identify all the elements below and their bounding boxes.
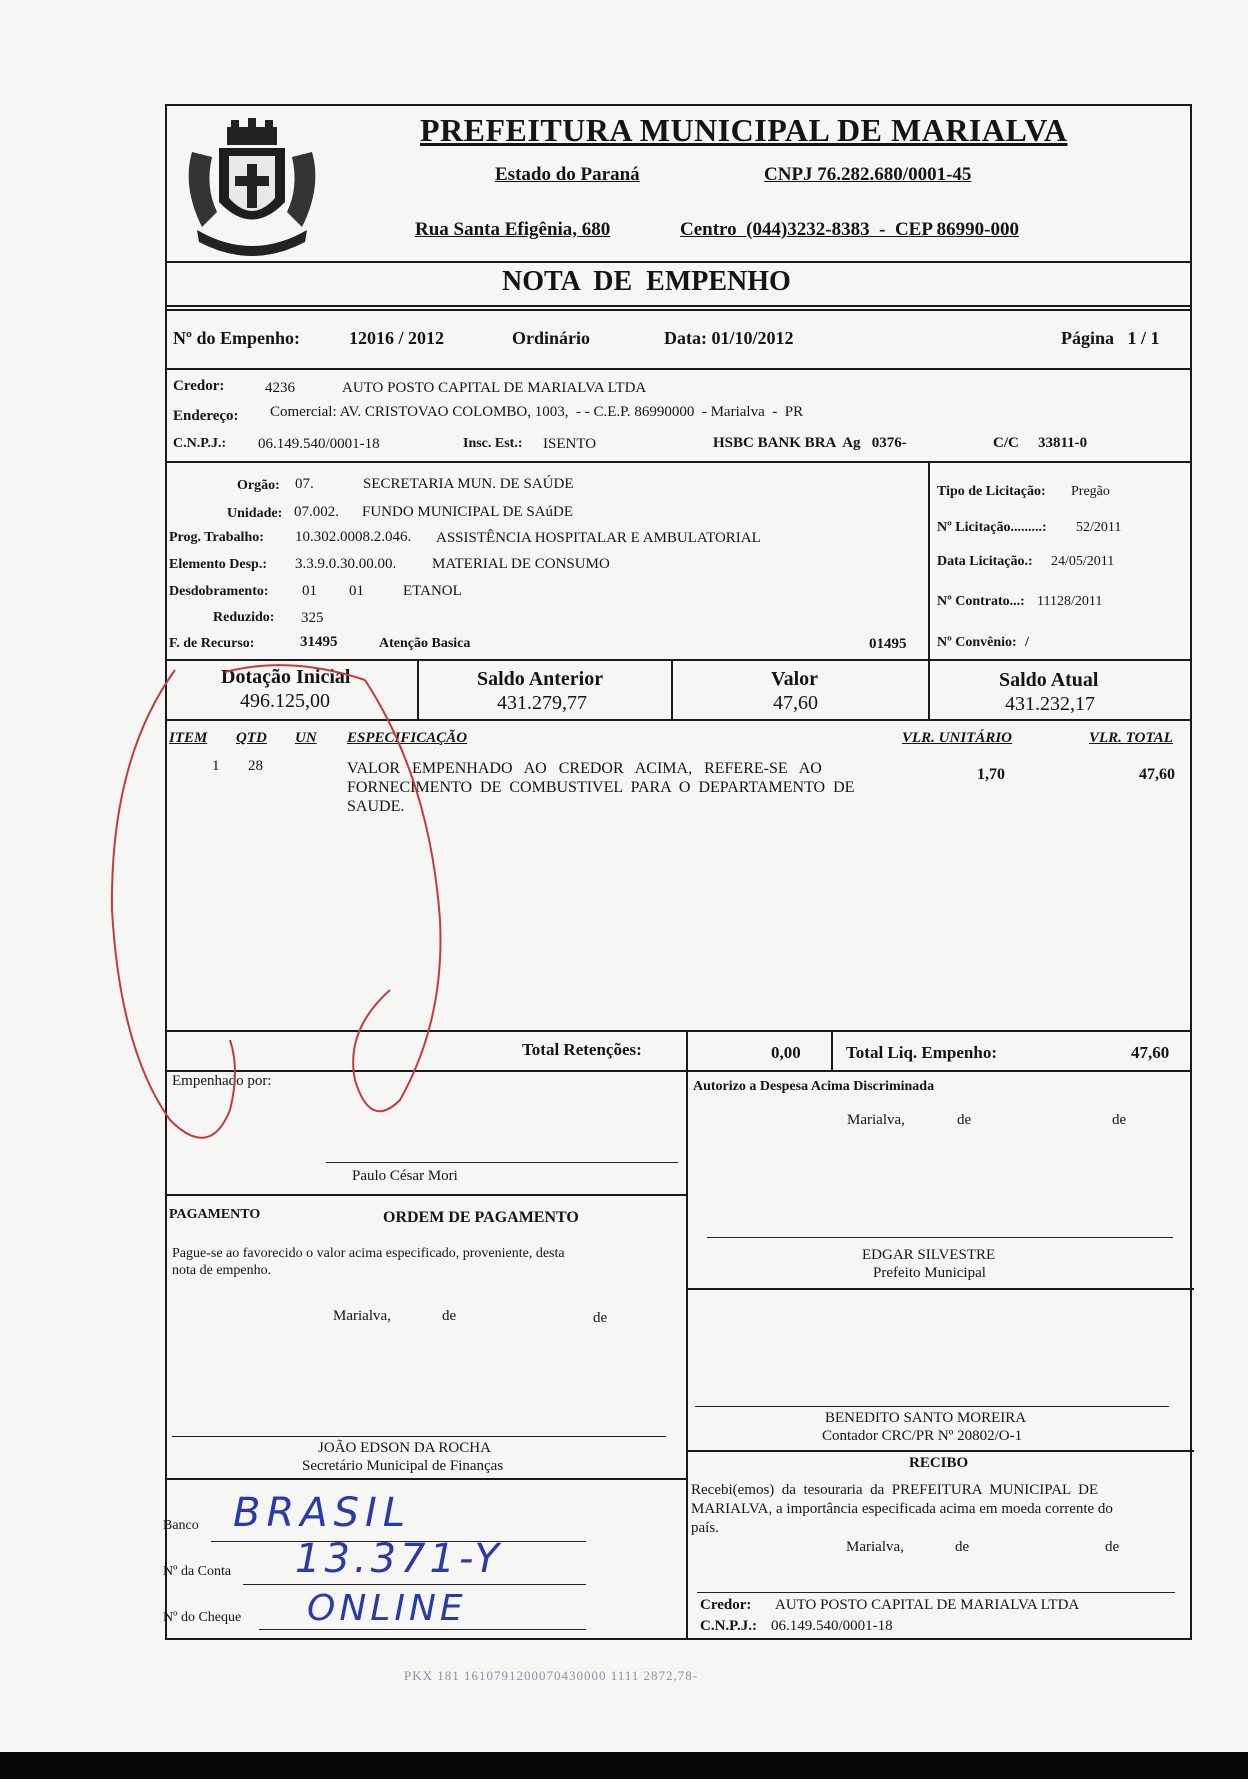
pagamento-de-2: de (593, 1310, 608, 1326)
tipo-licitacao: Pregão (1071, 484, 1110, 499)
unidade-label: Unidade: (227, 506, 283, 521)
ordem-pagamento-title: ORDEM DE PAGAMENTO (383, 1209, 579, 1226)
saldo-atual-value: 431.232,17 (1005, 693, 1095, 715)
municipality-contact: Centro (044)3232-8383 - CEP 86990-000 (680, 219, 1019, 240)
item-spec-line-1: VALOR EMPENHADO AO CREDOR ACIMA, REFERE-SE AO (347, 760, 822, 777)
unidade-name: FUNDO MUNICIPAL DE SAúDE (362, 504, 573, 520)
prog-trabalho-code: 10.302.0008.2.046. (295, 529, 412, 545)
empenhado-por-name: Paulo César Mori (352, 1168, 458, 1184)
desdobramento-b: 01 (349, 583, 364, 599)
page-number: Página 1 / 1 (1061, 328, 1160, 348)
recibo-title: RECIBO (909, 1455, 969, 1471)
recibo-de-1: de (955, 1539, 970, 1555)
banco-label: Banco (163, 1518, 199, 1533)
municipal-coat-of-arms (177, 112, 327, 262)
document-title: NOTA DE EMPENHO (502, 266, 791, 297)
banco-handwritten: BRASIL (233, 1490, 412, 1536)
desdobramento-label: Desdobramento: (169, 584, 269, 599)
address-label: Endereço: (173, 408, 239, 424)
contrato-label: Nº Contrato...: (937, 594, 1025, 609)
red-pen-annotation (100, 660, 460, 1180)
valor-label: Valor (771, 668, 819, 690)
liquido-label: Total Liq. Empenho: (846, 1043, 997, 1062)
unidade-code: 07.002. (294, 504, 339, 520)
autorizo-label: Autorizo a Despesa Acima Discriminada (693, 1079, 935, 1094)
prog-trabalho-name: ASSISTÊNCIA HOSPITALAR E AMBULATORIAL (436, 530, 761, 546)
insc-est: ISENTO (543, 436, 597, 452)
prefeito-role: Prefeito Municipal (873, 1265, 986, 1281)
orgao-label: Orgão: (237, 478, 280, 493)
scan-bottom-border (0, 1752, 1248, 1779)
reduzido-value: 325 (301, 610, 324, 626)
recibo-text-line-1: Recebi(emos) da tesouraria da PREFEITURA MUNICIPAL DE (691, 1482, 1099, 1498)
elemento-code: 3.3.9.0.30.00.00. (295, 556, 397, 572)
municipality-address: Rua Santa Efigênia, 680 (415, 219, 611, 240)
recibo-credor-name: AUTO POSTO CAPITAL DE MARIALVA LTDA (775, 1597, 1080, 1613)
footer-code: PKX 181 1610791200070430000 1111 2872,78- (404, 1668, 699, 1683)
column-especificacao: ESPECIFICAÇÃO (347, 730, 468, 746)
empenho-number-label: Nº do Empenho: (173, 328, 300, 348)
saldo-atual-label: Saldo Atual (999, 669, 1099, 691)
tipo-licitacao-label: Tipo de Licitação: (937, 484, 1046, 499)
contador-name: BENEDITO SANTO MOREIRA (825, 1410, 1027, 1426)
convenio-value: / (1025, 635, 1029, 650)
recurso-code: 31495 (300, 634, 338, 650)
recibo-place: Marialva, (846, 1539, 904, 1555)
credor-bank: HSBC BANK BRA Ag 0376- (713, 435, 907, 451)
item-spec-line-2: FORNECIMENTO DE COMBUSTIVEL PARA O DEPARTAMENTO DE (347, 779, 855, 796)
municipality-cnpj: CNPJ 76.282.680/0001-45 (764, 164, 972, 185)
recibo-text-line-3: país. (691, 1520, 719, 1536)
cc-number: 33811-0 (1038, 435, 1088, 451)
secretary-role: Secretário Municipal de Finanças (302, 1458, 504, 1474)
recibo-text-line-2: MARIALVA, a importância especificada acima em moeda corrente do (691, 1501, 1113, 1517)
empenho-number: 12016 / 2012 (349, 328, 445, 348)
column-un: UN (295, 730, 317, 746)
recibo-de-2: de (1105, 1539, 1120, 1555)
licitacao-number-label: Nº Licitação.........: (937, 520, 1047, 535)
insc-est-label: Insc. Est.: (463, 436, 523, 451)
recurso-label: F. de Recurso: (169, 636, 255, 651)
contrato-number: 11128/2011 (1037, 594, 1103, 609)
orgao-code: 07. (295, 476, 314, 492)
item-number: 1 (212, 758, 220, 774)
conta-handwritten: 13.371-Y (295, 1536, 503, 1582)
item-qtd: 28 (248, 758, 263, 774)
pagamento-text-line-1: Pague-se ao favorecido o valor acima especificado, proveniente, desta (172, 1246, 565, 1261)
orgao-name: SECRETARIA MUN. DE SAÚDE (363, 476, 574, 492)
item-total-price: 47,60 (1139, 766, 1175, 783)
empenhado-por-label: Empenhado por: (172, 1073, 272, 1089)
desdobramento-a: 01 (302, 583, 317, 599)
autorizo-de-1: de (957, 1112, 972, 1128)
licitacao-date-label: Data Licitação.: (937, 554, 1033, 569)
saldo-anterior-label: Saldo Anterior (477, 668, 604, 690)
municipality-title: PREFEITURA MUNICIPAL DE MARIALVA (420, 112, 1068, 148)
dotacao-label: Dotação Inicial (221, 666, 351, 688)
desdobramento-name: ETANOL (403, 583, 462, 599)
credor-name: AUTO POSTO CAPITAL DE MARIALVA LTDA (342, 380, 647, 396)
secretary-name: JOÃO EDSON DA ROCHA (318, 1440, 491, 1456)
item-unit-price: 1,70 (977, 766, 1005, 783)
column-vlr-total: VLR. TOTAL (1089, 730, 1173, 746)
credor-code: 4236 (265, 380, 295, 396)
valor-value: 47,60 (773, 692, 818, 714)
credor-cnpj-label: C.N.P.J.: (173, 436, 227, 451)
convenio-label: Nº Convênio: (937, 635, 1017, 650)
licitacao-date: 24/05/2011 (1051, 554, 1115, 569)
pagamento-text-line-2: nota de empenho. (172, 1263, 272, 1278)
recurso-name: Atenção Basica (379, 636, 471, 651)
licitacao-number: 52/2011 (1076, 520, 1122, 535)
column-vlr-unitario: VLR. UNITÁRIO (902, 730, 1013, 746)
state-name: Estado do Paraná (495, 164, 640, 185)
elemento-label: Elemento Desp.: (169, 557, 267, 572)
recibo-cnpj-label: C.N.P.J.: (700, 1618, 757, 1634)
recibo-cnpj: 06.149.540/0001-18 (771, 1618, 893, 1634)
column-qtd: QTD (236, 730, 267, 746)
empenho-type: Ordinário (512, 328, 591, 348)
elemento-name: MATERIAL DE CONSUMO (432, 556, 610, 572)
pagamento-place: Marialva, (333, 1308, 391, 1324)
contador-role: Contador CRC/PR Nº 20802/O-1 (822, 1428, 1023, 1444)
pagamento-label: PAGAMENTO (169, 1207, 261, 1222)
retencoes-label: Total Retenções: (522, 1040, 642, 1059)
prefeito-name: EDGAR SILVESTRE (862, 1247, 996, 1263)
credor-cnpj: 06.149.540/0001-18 (258, 436, 380, 452)
credor-address: Comercial: AV. CRISTOVAO COLOMBO, 1003, - - C.E.P. 86990000 - Marialva - PR (270, 404, 804, 420)
column-item: ITEM (169, 730, 208, 746)
cheque-handwritten: ONLINE (307, 1588, 467, 1629)
prog-trabalho-label: Prog. Trabalho: (169, 530, 264, 545)
cc-label: C/C (993, 435, 1019, 451)
pagamento-de-1: de (442, 1308, 457, 1324)
reduzido-label: Reduzido: (213, 610, 275, 625)
liquido-value: 47,60 (1131, 1043, 1170, 1062)
item-spec-line-3: SAUDE. (347, 798, 405, 815)
retencoes-value: 0,00 (771, 1043, 801, 1062)
saldo-anterior-value: 431.279,77 (497, 692, 587, 714)
dotacao-value: 496.125,00 (240, 690, 330, 712)
credor-label: Credor: (173, 378, 225, 394)
conta-label: Nº da Conta (163, 1564, 232, 1579)
autorizo-place: Marialva, (847, 1112, 905, 1128)
cheque-label: Nº do Cheque (163, 1610, 242, 1625)
recurso-right-code: 01495 (869, 636, 907, 652)
empenho-date: Data: 01/10/2012 (664, 328, 794, 348)
recibo-credor-label: Credor: (700, 1597, 752, 1613)
autorizo-de-2: de (1112, 1112, 1127, 1128)
